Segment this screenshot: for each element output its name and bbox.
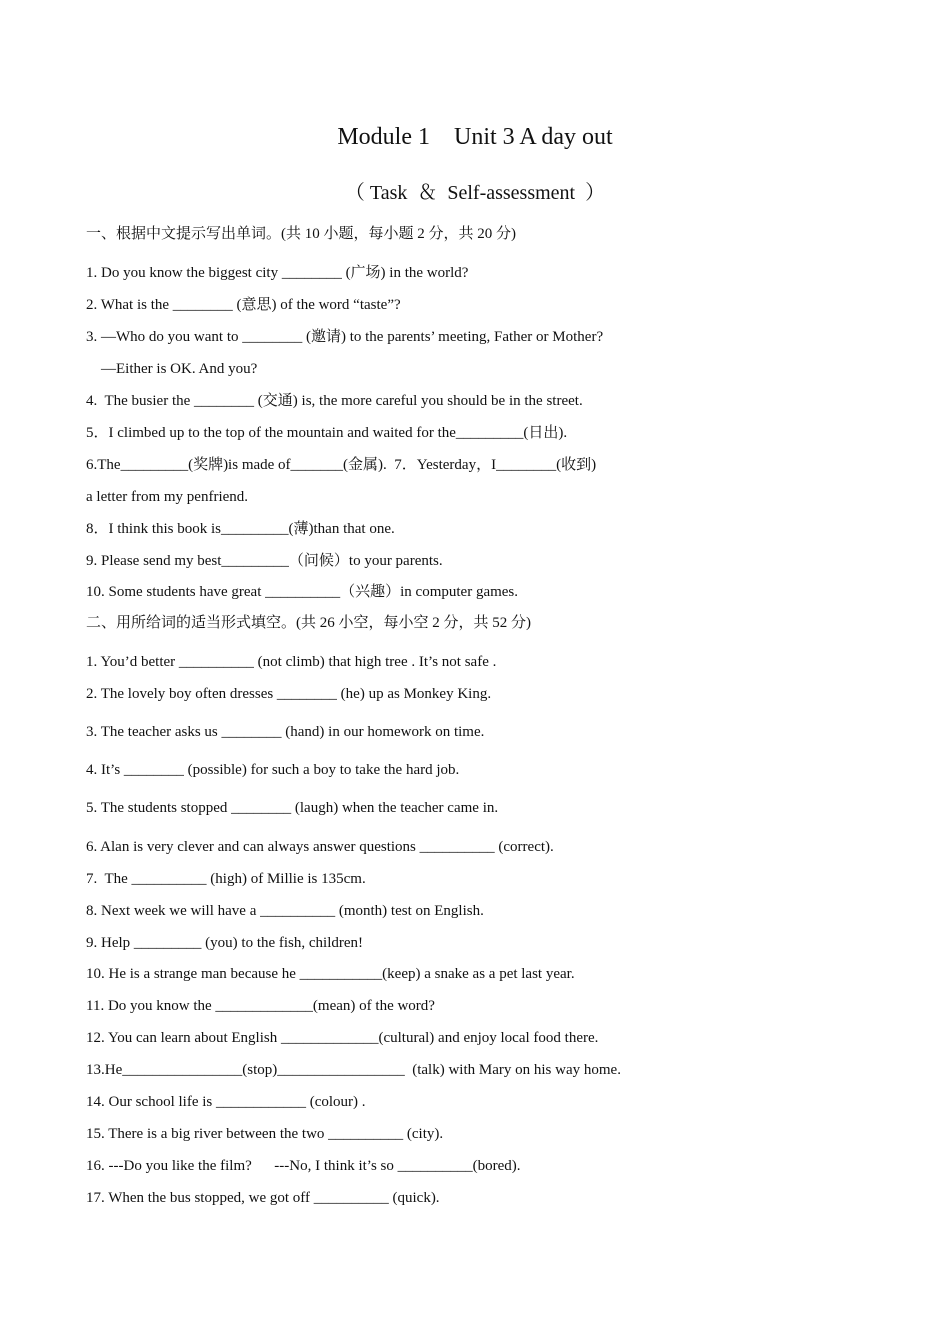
section2-item: 8. Next week we will have a __________ (month) test on English. [86, 903, 484, 919]
section2-item: 7. The __________ (high) of Millie is 135cm. [86, 871, 366, 887]
section1-item: 3. —Who do you want to ________ (邀请) to the parents’ meeting, Father or Mother? [86, 329, 604, 345]
page-subtitle: （ Task ＆ Self-assessment ） [344, 182, 606, 204]
section2-item: 9. Help _________ (you) to the fish, children! [86, 935, 364, 951]
section1-item: 4. The busier the ________ (交通) is, the more careful you should be in the street. [86, 393, 583, 409]
section1-item: 6.The_________(奖牌)is made of_______(金属). 7．Yesterday，I________(收到) [86, 457, 597, 473]
section2-item: 11. Do you know the _____________(mean) of the word? [86, 998, 435, 1014]
page-title: Module 1 Unit 3 A day out [337, 124, 613, 150]
section1-item: 9. Please send my best_________（问候）to your parents. [86, 553, 443, 569]
section2-item: 13.He________________(stop)_________________ (talk) with Mary on his way home. [86, 1062, 621, 1078]
section2-item: 12. You can learn about English _____________(cultural) and enjoy local food there. [86, 1030, 599, 1046]
section2-heading: 二、用所给词的适当形式填空。(共 26 小空，每小空 2 分，共 52 分) [86, 615, 531, 631]
section2-item: 2. The lovely boy often dresses ________ (he) up as Monkey King. [86, 686, 492, 702]
section1-item: 2. What is the ________ (意思) of the word “taste”? [86, 297, 401, 313]
section1-heading: 一、根据中文提示写出单词。(共 10 小题，每小题 2 分，共 20 分) [86, 226, 516, 242]
section2-item: 6. Alan is very clever and can always answer questions __________ (correct). [86, 839, 554, 855]
section2-item: 15. There is a big river between the two __________ (city). [86, 1126, 444, 1142]
section2-item: 1. You’d better __________ (not climb) that high tree . It’s not safe . [86, 654, 497, 670]
section2-item: 16. ---Do you like the film? ---No, I think it’s so __________(bored). [86, 1158, 521, 1174]
section1-item: 8．I think this book is_________(薄)than that one. [86, 521, 395, 537]
section2-item: 3. The teacher asks us ________ (hand) in our homework on time. [86, 724, 485, 740]
section2-item: 14. Our school life is ____________ (colour) . [86, 1094, 366, 1110]
section1-item: 1. Do you know the biggest city ________ (广场) in the world? [86, 265, 469, 281]
section1-item: 10. Some students have great __________（兴趣）in computer games. [86, 584, 519, 600]
section1-item: —Either is OK. And you? [86, 361, 258, 377]
section2-item: 5. The students stopped ________ (laugh) when the teacher came in. [86, 800, 499, 816]
section2-item: 17. When the bus stopped, we got off __________ (quick). [86, 1190, 440, 1206]
section2-item: 4. It’s ________ (possible) for such a boy to take the hard job. [86, 762, 460, 778]
section1-item: a letter from my penfriend. [86, 489, 249, 505]
section1-item: 5．I climbed up to the top of the mountain and waited for the_________(日出). [86, 425, 568, 441]
section2-item: 10. He is a strange man because he ___________(keep) a snake as a pet last year. [86, 966, 575, 982]
